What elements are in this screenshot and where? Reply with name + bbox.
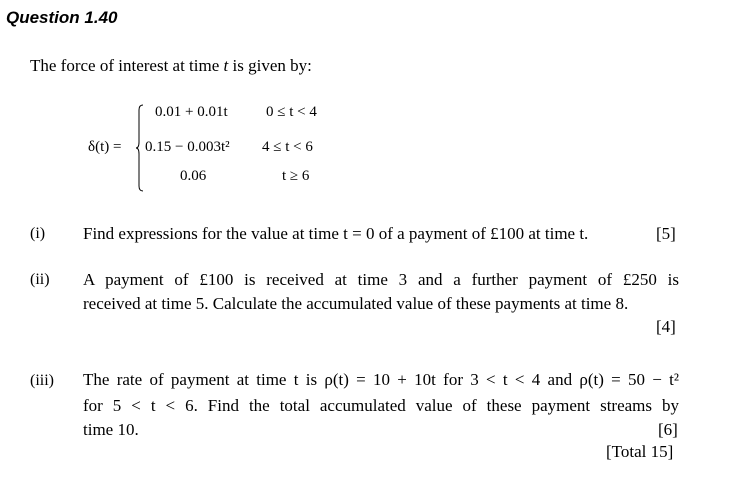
part-ii-marks: [4] xyxy=(656,317,676,336)
case-2-expr: 0.15 − 0.003t² xyxy=(145,139,230,155)
part-iii-line-3: time 10. xyxy=(83,420,139,439)
part-i-marks: [5] xyxy=(656,224,676,243)
case-2-cond: 4 ≤ t < 6 xyxy=(262,139,313,155)
part-iii-label: (iii) xyxy=(30,372,54,389)
part-ii-line-1: A payment of £100 is received at time 3 and a further payment of £250 is xyxy=(83,270,679,289)
total-marks: [Total 15] xyxy=(606,442,674,461)
formula-lhs: δ(t) = xyxy=(88,139,122,155)
part-iii-marks: [6] xyxy=(658,420,678,439)
intro-text-after: is given by: xyxy=(228,56,312,75)
case-1-expr: 0.01 + 0.01t xyxy=(155,104,228,120)
case-3-expr: 0.06 xyxy=(180,168,207,184)
part-i-text: Find expressions for the value at time t = 0 of a payment of £100 at time t. xyxy=(83,224,589,243)
part-ii-line-2: received at time 5. Calculate the accumulated value of these payments at time 8. xyxy=(83,294,629,313)
case-3-cond: t ≥ 6 xyxy=(282,168,310,184)
part-i-label: (i) xyxy=(30,225,46,242)
left-brace xyxy=(136,104,144,192)
part-ii-label: (ii) xyxy=(30,271,50,288)
part-iii-line-1: The rate of payment at time t is ρ(t) = 10 + 10t for 3 < t < 4 and ρ(t) = 50 − t² xyxy=(83,370,679,389)
case-1-cond: 0 ≤ t < 4 xyxy=(266,104,317,120)
part-iii-line-2: for 5 < t < 6. Find the total accumulated value of these payment streams by xyxy=(83,396,679,415)
intro-text-before: The force of interest at time xyxy=(30,56,224,75)
question-title: Question 1.40 xyxy=(6,8,118,27)
intro-variable: t xyxy=(223,56,229,75)
intro-line xyxy=(30,56,312,76)
